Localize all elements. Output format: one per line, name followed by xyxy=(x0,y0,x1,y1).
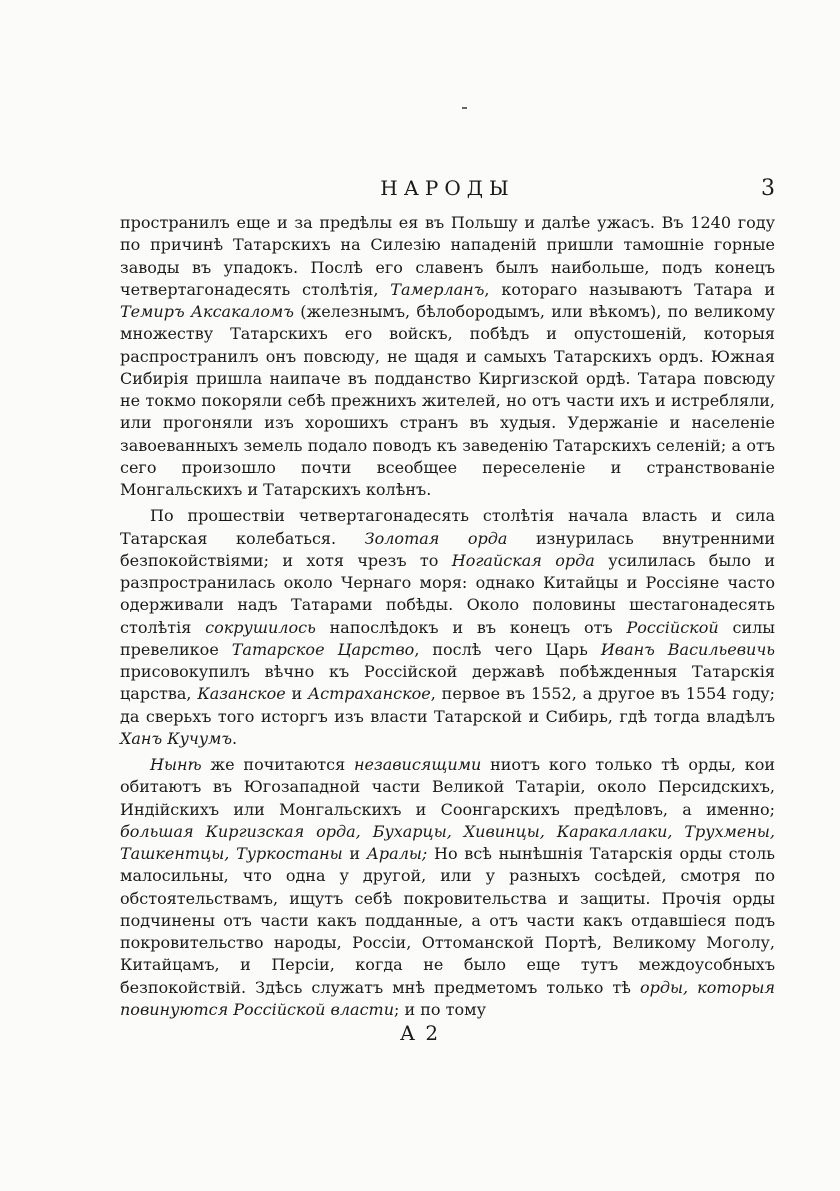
text-run: присовокупилъ вѣчно къ Россійской державѣ побѣжденныя Татарскія царства, xyxy=(120,662,775,704)
italic-run: сокрушилось xyxy=(205,617,316,637)
text-run: изнурилась внутренними безпокойствіями; и хотя чрезъ то xyxy=(120,528,776,570)
text-run: , первое въ 1552, а другое въ 1554 году; да сверьхъ того исторгъ изъ власти Татарской и Сибирь, гдѣ тогда владѣлъ xyxy=(120,684,775,726)
text-run: усилилась было и разпространилась около Чернаго моря: однако Китайцы и Россіяне часто одерживали надъ Татарами побѣды. Около половины шестагонадесять столѣтія xyxy=(120,550,775,637)
italic-run: орды, которыя повинуются Россійской власти xyxy=(120,977,775,1019)
italic-run: независящими xyxy=(353,755,482,774)
italic-run: Нынѣ xyxy=(150,755,202,774)
text-run: Но всѣ нынѣшнія Татарскія орды столь малосильны, что одна у другой, или у разныхъ сосѣдей, смотря по обстоятельствамъ, ищутъ себѣ покровительства и защиты. Прочія орды подчинены отъ части какъ подданные, а отъ части какъ отдавшіеся подъ покровительство народы, Россіи, Оттоманской Портѣ, Великому Моголу, Китайцамъ, и Персіи, когда не было еще тутъ междоусобныхъ безпокойствій. Здѣсь служатъ мнѣ предметомъ только тѣ xyxy=(120,844,775,997)
italic-run: Казанское xyxy=(197,684,286,704)
italic-run: Золотая орда xyxy=(364,528,508,548)
text-run: же почитаются xyxy=(201,755,354,774)
italic-run: Аралы; xyxy=(366,844,428,863)
paragraph-2 xyxy=(120,505,775,750)
text-run: и xyxy=(285,684,308,704)
italic-run: Ханъ Кучумъ xyxy=(120,728,233,748)
italic-run: большая Киргизская орда, Бухарцы, Хивинцы, Каракаллаки, Трухмены, Ташкентцы, Туркостаны xyxy=(120,821,775,863)
italic-run: Ногайская орда xyxy=(451,550,595,570)
signature-mark: А 2 xyxy=(399,1021,441,1045)
text-run: и xyxy=(342,844,367,863)
running-header xyxy=(120,170,775,210)
page-number: 3 xyxy=(761,176,775,201)
text-run: ; и по тому xyxy=(394,999,486,1019)
italic-run: Тамерланъ xyxy=(390,279,485,299)
text-run: силы превеликое xyxy=(120,617,776,659)
page-title: НАРОДЫ xyxy=(380,176,515,200)
italic-run: Астраханское xyxy=(308,684,431,704)
text-run: пространилъ еще и за предѣлы ея въ Польшу и далѣе ужасъ. Въ 1240 году по причинѣ Татарскихъ на Силезію нападеній пришли тамошніе горные заводы въ упадокъ. Послѣ его славенъ былъ наибольше, подъ конецъ четвертагонадесять столѣтія, xyxy=(120,213,775,299)
text-run: . xyxy=(232,728,238,748)
body-text xyxy=(120,212,775,1021)
ink-speck xyxy=(462,107,467,109)
text-run: , послѣ чего Царь xyxy=(414,639,601,659)
paragraph-1 xyxy=(120,212,775,501)
italic-run: Татарское Царство xyxy=(231,639,415,659)
paragraph-3 xyxy=(120,754,775,1021)
text-run: (железнымъ, бѣлобородымъ, или вѣкомъ), по великому множеству Татарскихъ его войскъ, побѣдъ и опустошеній, которыя распространилъ онъ повсюду, не щадя и самыхъ Татарскихъ ордъ. Южная Сибирія пришла наипаче въ подданство Киргизской ордѣ. Татара повсюду не токмо покоряли себѣ прежнихъ жителей, но отъ части ихъ и истребляли, или прогоняли изъ хорошихъ странъ въ худыя. Удержаніе и населеніе завоеванныхъ земель подало поводъ къ заведенію Татарскихъ селеній; а отъ сего произошло почти всеобщее переселеніе и странствованіе Монгальскихъ и Татарскихъ колѣнъ. xyxy=(120,302,775,499)
italic-run: Россійской xyxy=(626,617,719,637)
text-run: напослѣдокъ и въ конецъ отъ xyxy=(315,617,627,637)
text-run: ниотъ кого только тѣ орды, кои обитаютъ въ Югозападной части Великой Татаріи, около Персидскихъ, Индійскихъ или Монгальскихъ и Соонгарскихъ предѣловъ, а именно; xyxy=(120,755,775,819)
italic-run: Иванъ Васильевичь xyxy=(600,639,775,659)
text-run: , котораго называютъ Татара и xyxy=(484,279,775,299)
italic-run: Темиръ Аксакаломъ xyxy=(120,302,294,321)
text-run: По прошествіи четвертагонадесять столѣтія начала власть и сила Татарская колебаться. xyxy=(120,506,775,548)
